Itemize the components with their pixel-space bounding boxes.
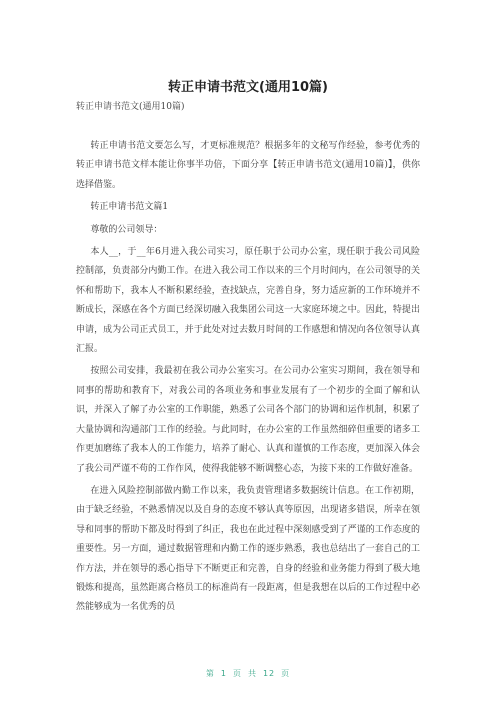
salutation: 尊敬的公司领导： <box>90 224 163 235</box>
document-body <box>76 137 420 618</box>
section-heading: 转正申请书范文篇1 <box>90 202 169 213</box>
body-paragraph: 按照公司安排，我最初在我公司办公室实习。在公司办公室实习期间，我在领导和同事的帮助和教育下，对我公司的各项业务和事业发展有了一个初步的全面了解和认识，并深入了解了办公室的工作职能，熟悉了公司各个部门的协调和运作机制，积累了大量协调和沟通部门工作的经验。与此同时，在办公室的工作虽然细碎但重要的诸多工作更加磨练了我本人的工作能力，培养了耐心、认真和谨慎的工作态度，更加深入体会了我公司严谨不苟的工作作风，使得我能够不断调整心态，为接下来的工作做好准备。 <box>76 366 420 474</box>
intro-paragraph: 转正申请书范文要怎么写，才更标准规范？根据多年的文秘写作经验，参考优秀的转正申请书范文样本能让你事半功倍，下面分享【转正申请书范文(通用10篇)】，供你选择借鉴。 <box>76 141 420 190</box>
footer-page-label: 第 <box>205 669 215 678</box>
footer-page-unit: 页 <box>232 669 242 678</box>
document-subtitle: 转正申请书范文(通用10篇) <box>76 102 185 112</box>
footer-total-label: 共 <box>247 669 257 678</box>
footer-page-number: 1 <box>220 669 227 678</box>
body-paragraph: 本人__，于__年6月进入我公司实习，原任职于公司办公室，现任职于我公司风险控制部，负责部分内勤工作。在进入我公司工作以来的三个月时间内，在公司领导的关怀和帮助下，我本人不断积累经验，查找缺点，完善自身，努力适应新的工作环境并不断成长，深感在各个方面已经深切融入我集团公司这一大家庭环境之中。因此，特提出申请，成为公司正式员工，并于此处对过去数月时间的工作感想和情况向各位领导认真汇报。 <box>76 247 420 355</box>
document-title: 转正申请书范文(通用10篇) <box>168 80 328 95</box>
footer-total-pages: 12 <box>262 669 276 678</box>
page-footer <box>0 668 496 679</box>
body-paragraph: 在进入风险控制部做内勤工作以来，我负责管理诸多数据统计信息。在工作初期，由于缺乏经验，不熟悉情况以及自身的态度不够认真等原因，出现诸多错误，所幸在领导和同事的帮助下都及时得到了纠正，我也在此过程中深刻感受到了严谨的工作态度的重要性。另一方面，通过数据管理和内勤工作的逐步熟悉，我也总结出了一套自己的工作方法，并在领导的悉心指导下不断更正和完善，自身的经验和业务能力得到了极大地锻炼和提高，虽然距离合格员工的标准尚有一段距离，但是我想在以后的工作过程中必然能够成为一名优秀的员 <box>76 485 420 613</box>
footer-total-unit: 页 <box>281 669 291 678</box>
